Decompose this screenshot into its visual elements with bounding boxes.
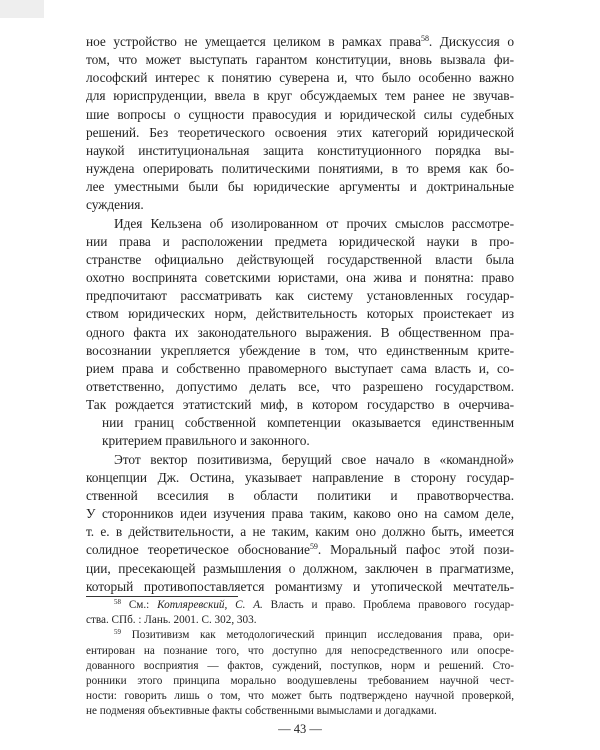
footnote-ref-59[interactable]: 59 — [309, 542, 318, 552]
footnote-separator — [86, 596, 238, 597]
footnote-line: ности: говорить лишь о том, что может быть подтверждено научной проверкой, — [86, 690, 514, 703]
text-line: который противопоставляется романтизму и утопической мечтатель- — [86, 578, 514, 594]
text-line: концепции Дж. Остина, указывает направление в сторону государ- — [86, 469, 514, 485]
text-line: ответственно, допустимо делать все, что разрешено государством. — [86, 378, 514, 394]
text-line: предпочитают рассматривать как систему установленных государ- — [86, 288, 514, 304]
text-line: ственной всесилия в области политики и правотворчества. — [86, 487, 514, 503]
footnote-58-number: 58 — [114, 598, 121, 606]
text-line: нии права и расположении предмета юридической науки в про- — [86, 233, 514, 249]
text-line: рием права и собственно правомерного выступает сама власть и, со- — [86, 360, 514, 376]
text-line: ством юридических норм, действительность которых проистекает из — [86, 306, 514, 322]
footnote-line: ентирован на познание того, что доступно для непосредственного или опосре- — [86, 644, 514, 657]
text-line: лософский интерес к понятию суверена и, что было особенно важно — [86, 70, 514, 86]
footnote-line: ства. СПб. : Лань. 2001. С. 302, 303. — [86, 614, 257, 627]
footnote-59: $^{59}$ Позитивизм как методологический принцип исследования права, ори- — [114, 628, 514, 642]
text-line: одного факта их законодательного выражения. В общественном пра- — [86, 324, 514, 340]
text-line: странстве официально действующей государственной власти была — [86, 251, 514, 267]
footnote-line: ронники этого принципа морально воодушевлены требованием научной чест- — [86, 675, 514, 688]
paragraph-first-line: Этот вектор позитивизма, берущий свое начало в «командной» — [114, 451, 514, 467]
text-line: лее уместными были бы юридические аргументы и доктринальные — [86, 179, 514, 195]
text-line-29: солидное теоретическое обоснование$^{59}$. Моральный пафос этой пози- — [86, 542, 514, 558]
text-line: том, что может выступать гарантом конституции, вновь вызвала фи- — [86, 52, 514, 68]
page-number: — 43 — — [278, 722, 322, 736]
text-line: У сторонников идеи изучения права таким, каково оно на самом деле, — [86, 506, 514, 522]
main-text — [86, 33, 514, 596]
text-line: охотно воспринята советскими юристами, она жива и понятна: право — [86, 270, 514, 286]
text-line: ции, пресекающей размышления о должном, заключен в прагматизме, — [86, 560, 514, 576]
text-line: нии границ собственной компетенции оказывается единственным — [102, 415, 514, 431]
text-line: суждения. — [86, 197, 144, 213]
footnote-58-author: Котляревский, С. А. — [157, 599, 263, 611]
text-line: критерием правильного и законного. — [102, 433, 310, 449]
text-line: нуждена оперировать политическими понятиями, в то время как бо- — [86, 161, 514, 177]
text-line: для юриспруденции, ввела в круг обсуждаемых тем ранее не звучав- — [86, 88, 514, 104]
footnote-59-number: 59 — [114, 628, 121, 637]
footnote-line: не подменяя объективные факты собственными вымыслами и догадками. — [86, 705, 437, 718]
footnote-58: $^{58}$ См.: Котляревский, С. А. Власть и право. Проблема правового государ- — [114, 598, 514, 611]
text-line: решений. Без теоретического освоения этих категорий юридической — [86, 124, 514, 140]
text-line: наукой институциональная защита конституционного порядка вы- — [86, 142, 514, 158]
text-line: шие вопросы о сущности правосудия и юридической силы судебных — [86, 106, 514, 122]
text-line: Так рождается этатистский миф, в котором государство в очерчива- — [86, 397, 514, 413]
text-line: т. е. в действительности, а не таким, каким оно должно быть, имеется — [86, 524, 514, 540]
paragraph-first-line: Идея Кельзена об изолированном от прочих смыслов рассмотре- — [114, 215, 514, 231]
text-line-1: ное устройство не умещается целиком в рамках права$^{58}$. Дискуссия о — [86, 34, 514, 49]
scan-corner-mark — [0, 0, 44, 18]
footnotes — [86, 598, 514, 720]
footnote-ref-58[interactable]: 58 — [421, 34, 429, 43]
text-line: восознании укрепляется убеждение в том, что единственным крите- — [86, 342, 514, 358]
footnote-line: дованного восприятия — фактов, суждений, поступков, норм и решений. Сто- — [86, 659, 514, 672]
